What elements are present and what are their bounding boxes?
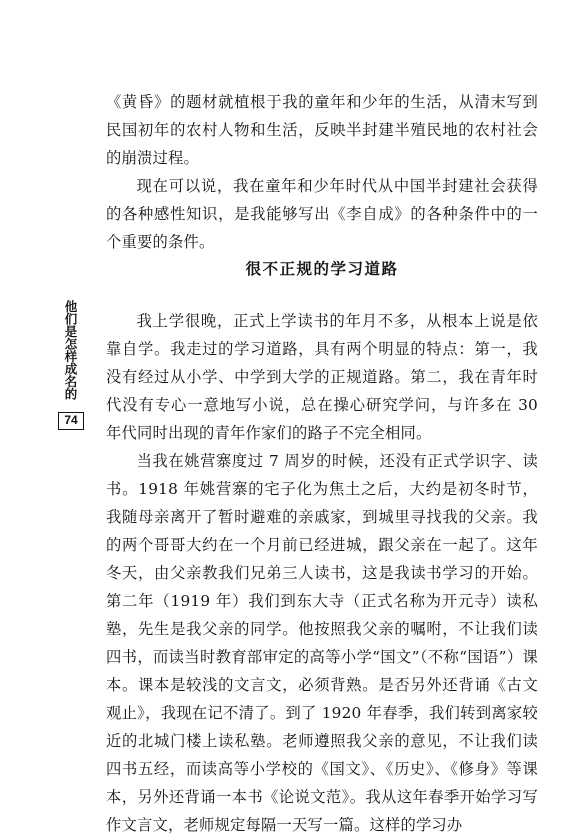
intro-paragraph-2: 现在可以说，我在童年和少年时代从中国半封建社会获得的各种感性知识，是我能够写出《李自成》的各种条件中的一个重要的条件。 [106,177,538,251]
section-title: 很不正规的学习道路 [245,260,399,278]
body-paragraph-1: 我上学很晚，正式上学读书的年月不多，从根本上说是依靠自学。我走过的学习道路，具有两个明显的特点：第一，我没有经过从小学、中学到大学的正规道路。第二，我在青年时代没有专心一意地写小说，总在操心研究学问，与许多在 30 年代同时出现的青年作家们的路子不完全相同。 [106,312,538,442]
body-paragraph-2: 当我在姚营寨度过 7 周岁的时候，还没有正式学识字、读书。1918 年姚营寨的宅子化为焦土之后，大约是初冬时节，我随母亲离开了暂时避难的亲戚家，到城里寻找我的父亲。我的两个哥哥大约在一个月前已经进城，跟父亲在一起了。这年冬天，由父亲教我们兄弟三人读书，这是我读书学习的开始。第二年（1919 年）我们到东大寺（正式名称为开元寺）读私塾，先生是我父亲的同学。他按照我父亲的嘱咐，不让我们读四书，而读当时教育部审定的高等小学“国文”（不称“国语”）课本。课本是较浅的文言文，必须背熟。是否另外还背诵《古文观止》，我现在记不清了。到了 1920 年春季，我们转到离家较近的北城门楼上读私塾。老师遵照我父亲的意见，不让我们读四书五经，而读高等小学校的《国文》、《历史》、《修身》等课本，另外还背诵一本书《论说文范》。我从这年春季开始学习写作文言文，老师规定每隔一天写一篇。这样的学习办 [106,452,538,834]
intro-paragraph-1: 《黄昏》的题材就植根于我的童年和少年的生活，从清末写到民国初年的农村人物和生活，反映半封建半殖民地的农村社会的崩溃过程。 [106,93,538,167]
page-number: 74 [58,412,84,430]
body-text-block [106,307,538,839]
intro-text-block [106,88,538,256]
running-book-title: 他们是怎样成名的 [63,300,78,400]
